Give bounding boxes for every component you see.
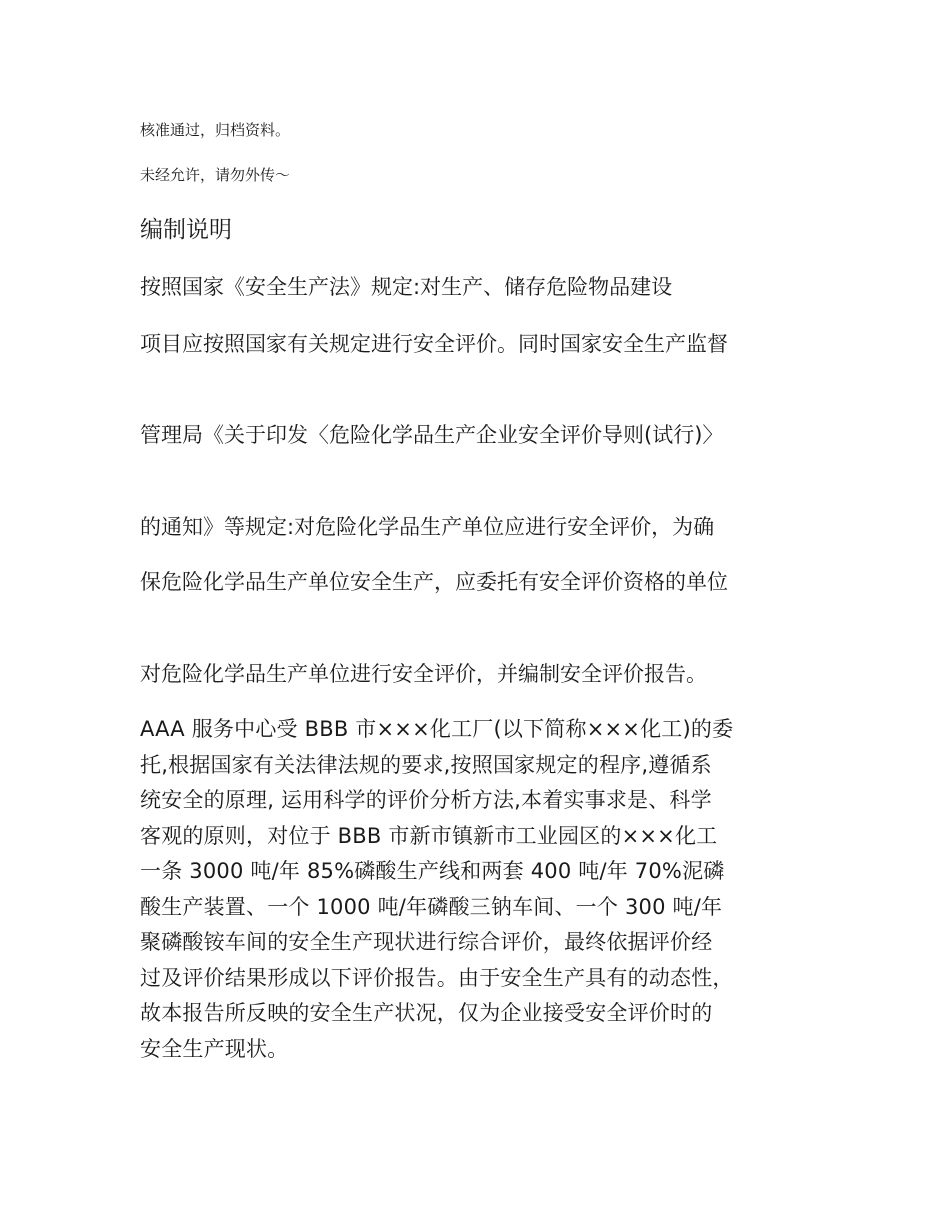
confidential-note: 未经允许，请勿外传～ bbox=[140, 166, 291, 184]
paragraph-2: 项目应按照国家有关规定进行安全评价。同时国家安全生产监督 bbox=[140, 332, 728, 356]
body-line: 过及评价结果形成以下评价报告。由于安全生产具有的动态性， bbox=[140, 965, 734, 990]
section-heading: 编制说明 bbox=[140, 217, 232, 243]
paragraph-4: 的通知》等规定:对危险化学品生产单位应进行安全评价，为确 bbox=[140, 515, 715, 539]
body-line: 一条 3000 吨/年 85%磷酸生产线和两套 400 吨/年 70%泥磷 bbox=[140, 859, 725, 883]
paragraph-5: 保危险化学品生产单位安全生产，应委托有安全评价资格的单位 bbox=[140, 570, 728, 594]
approval-note: 核准通过，归档资料。 bbox=[140, 121, 291, 139]
paragraph-3: 管理局《关于印发〈危险化学品生产企业安全评价导则(试行)〉 bbox=[140, 423, 724, 447]
body-line: 托,根据国家有关法律法规的要求,按照国家规定的程序,遵循系 bbox=[140, 752, 712, 777]
body-line: 客观的原则，对位于 BBB 市新市镇新市工业园区的×××化工 bbox=[140, 823, 718, 848]
body-line: 统安全的原理, 运用科学的评价分析方法,本着实事求是、科学 bbox=[140, 788, 712, 812]
body-line: AAA 服务中心受 BBB 市×××化工厂(以下简称×××化工)的委 bbox=[140, 717, 734, 741]
paragraph-1: 按照国家《安全生产法》规定:对生产、储存危险物品建设 bbox=[140, 275, 673, 299]
body-line: 聚磷酸铵车间的安全生产现状进行综合评价，最终依据评价经 bbox=[140, 930, 713, 954]
body-paragraph bbox=[140, 712, 820, 1067]
body-line: 酸生产装置、一个 1000 吨/年磷酸三钠车间、一个 300 吨/年 bbox=[140, 894, 723, 919]
paragraph-6: 对危险化学品生产单位进行安全评价，并编制安全评价报告。 bbox=[140, 662, 707, 686]
body-line: 安全生产现状。 bbox=[140, 1036, 289, 1061]
body-line: 故本报告所反映的安全生产状况，仅为企业接受安全评价时的 bbox=[140, 1001, 713, 1025]
